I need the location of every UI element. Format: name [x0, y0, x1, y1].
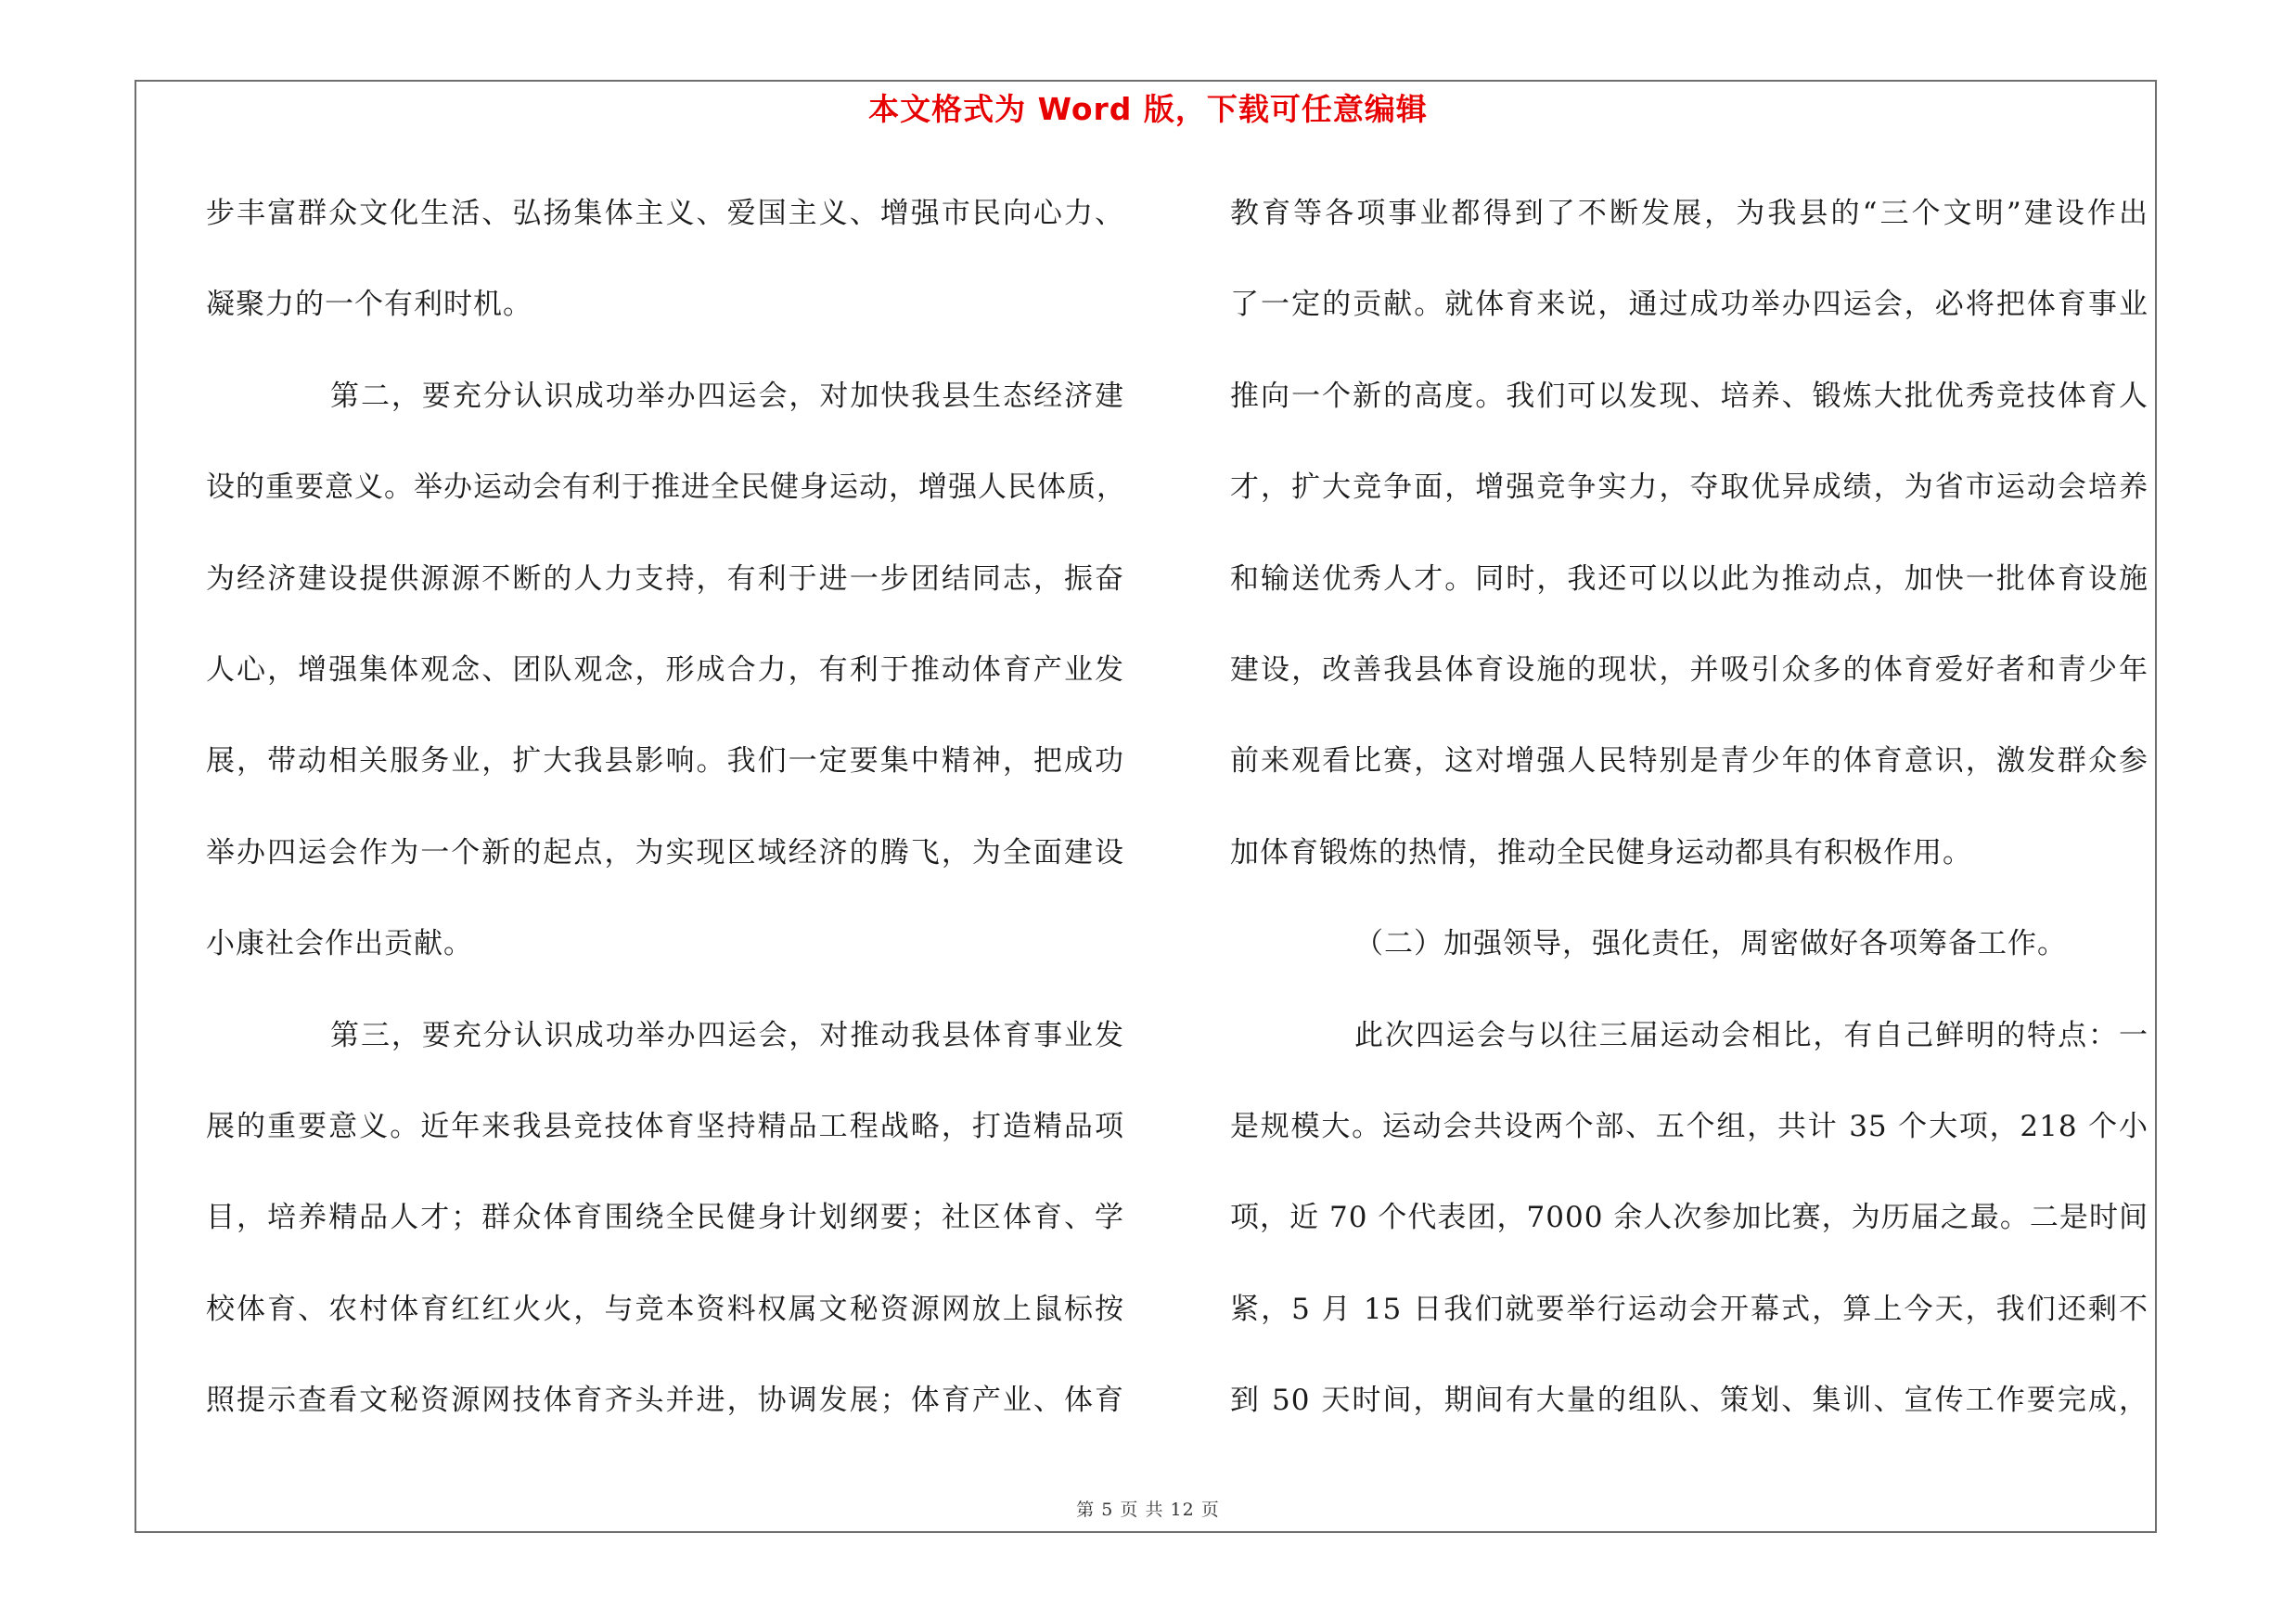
text-line: 教育等各项事业都得到了不断发展，为我县的“三个文明”建设作出 [1230, 197, 2148, 230]
text-line: 步丰富群众文化生活、弘扬集体主义、爱国主义、增强市民向心力、 [206, 197, 1124, 230]
text-line: 此次四运会与以往三届运动会相比，有自己鲜明的特点：一 [1354, 1018, 2148, 1052]
text-line: 是规模大。运动会共设两个部、五个组，共计 35 个大项，218 个小 [1230, 1109, 2148, 1143]
text-line: 到 50 天时间，期间有大量的组队、策划、集训、宣传工作要完成， [1230, 1384, 2148, 1418]
text-line: 前来观看比赛，这对增强人民特别是青少年的体育意识，激发群众参 [1230, 744, 2148, 779]
text-line: 加体育锻炼的热情，推动全民健身运动都具有积极作用。 [1230, 835, 1972, 869]
text-line: 第二，要充分认识成功举办四运会，对加快我县生态经济建 [330, 379, 1124, 413]
text-line: 举办四运会作为一个新的起点，为实现区域经济的腾飞，为全面建设 [206, 835, 1124, 869]
text-line: 展，带动相关服务业，扩大我县影响。我们一定要集中精神，把成功 [206, 744, 1124, 779]
text-line: 项，近 70 个代表团，7000 余人次参加比赛，为历届之最。二是时间 [1230, 1201, 2148, 1235]
text-line: 第三，要充分认识成功举办四运会，对推动我县体育事业发 [330, 1018, 1124, 1052]
text-line: 照提示查看文秘资源网技体育齐头并进，协调发展；体育产业、体育 [206, 1384, 1124, 1418]
text-line: 推向一个新的高度。我们可以发现、培养、锻炼大批优秀竞技体育人 [1230, 379, 2148, 413]
text-line: 设的重要意义。举办运动会有利于推进全民健身运动，增强人民体质， [206, 470, 1126, 505]
section-heading: （二）加强领导，强化责任，周密做好各项筹备工作。 [1354, 927, 2067, 961]
text-line: 建设，改善我县体育设施的现状，并吸引众多的体育爱好者和青少年 [1230, 652, 2148, 687]
text-line: 校体育、农村体育红红火火，与竞本资料权属文秘资源网放上鼠标按 [206, 1292, 1124, 1326]
text-line: 展的重要意义。近年来我县竞技体育坚持精品工程战略，打造精品项 [206, 1109, 1124, 1143]
text-line: 凝聚力的一个有利时机。 [206, 288, 532, 322]
right-column [1230, 186, 2148, 1463]
text-line: 才，扩大竞争面，增强竞争实力，夺取优异成绩，为省市运动会培养 [1230, 470, 2148, 505]
header-banner: 本文格式为 Word 版，下载可任意编辑 [868, 91, 1428, 127]
text-line: 了一定的贡献。就体育来说，通过成功举办四运会，必将把体育事业 [1230, 288, 2148, 322]
text-line: 人心，增强集体观念、团队观念，形成合力，有利于推动体育产业发 [206, 652, 1124, 687]
text-line: 为经济建设提供源源不断的人力支持，有利于进一步团结同志，振奋 [206, 561, 1124, 596]
text-line: 紧，5 月 15 日我们就要举行运动会开幕式，算上今天，我们还剩不 [1230, 1292, 2148, 1326]
text-line: 和输送优秀人才。同时，我还可以以此为推动点，加快一批体育设施 [1230, 561, 2148, 596]
page-number-footer: 第 5 页 共 12 页 [1076, 1500, 1220, 1520]
left-column [206, 186, 1124, 1463]
text-line: 小康社会作出贡献。 [206, 927, 473, 961]
text-line: 目，培养精品人才；群众体育围绕全民健身计划纲要；社区体育、学 [206, 1201, 1124, 1235]
